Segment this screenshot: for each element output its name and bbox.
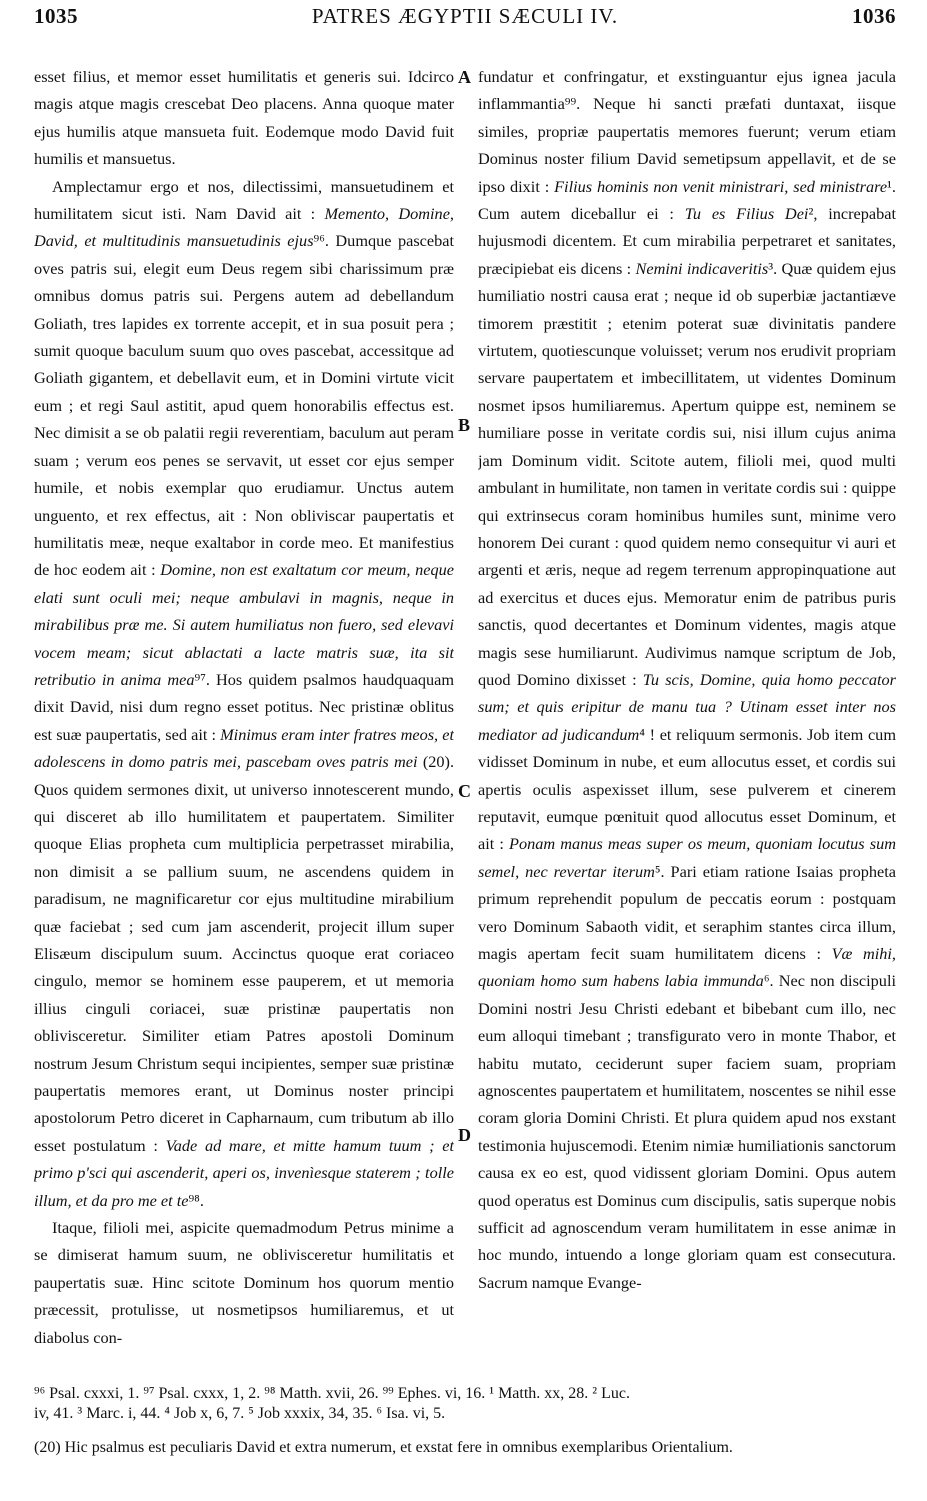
footnote-20: (20) Hic psalmus est peculiaris David et extra numerum, et exstat fere in omnibus exemplaribus Orientalium.: [34, 1439, 733, 1456]
scripture-quote: Ponam manus meas super os meum, quoniam locutus sum semel, nec revertar iterum: [478, 834, 896, 881]
paragraph: Itaque, filioli mei, aspicite quemadmodum Petrus minime a se dimiserat hamum suum, ne oblivisceretur humilitatis et paupertatis suæ. Hinc scitote Dominum hos quorum mentio præcessit, protulisse, ut nosmetipsos humiliaremus, et ut diabolus con-: [34, 1218, 454, 1347]
running-title: PATRES ÆGYPTII SÆCULI IV.: [311, 4, 619, 28]
scripture-quote: Minimus eram inter fratres meos, et adolescens in domo patris mei, pascebam oves patris mei: [34, 724, 454, 772]
right-page-number: 1036: [852, 4, 896, 28]
left-column: [34, 63, 454, 1373]
scripture-quote: Vade ad mare, et mitte hamum tuum ; et primo p'sci qui ascenderit, aperi os, invenìesque staterem ; tolle illum, et da pro me et te: [34, 1135, 454, 1210]
scripture-quote: Væ mihi, quoniam homo sum habens labia immunda: [478, 944, 896, 991]
margin-marker-d: D: [458, 1125, 471, 1145]
margin-marker-a: A: [458, 67, 471, 87]
margin-marker-b: B: [458, 415, 471, 435]
footnote-line: iv, 41. ³ Marc. i, 44. ⁴ Job x, 6, 7. ⁵ Job xxxix, 34, 35. ⁶ Isa. vi, 5.: [34, 1405, 446, 1422]
scripture-quote: Tu scis, Domine, quia homo peccator sum; et quis eripitur de manu tua ? Utinam esset inter nos mediator ad judicandum: [478, 669, 896, 744]
scripture-quote: Memento, Domine, David, et multitudinis mansuetudinis ejus: [34, 204, 454, 251]
right-column: [478, 63, 896, 1373]
scripture-quote: Domine, non est exaltatum cor meum, neque elati sunt oculi mei; neque ambulavi in magnis, neque in mirabilibus præ me. Si autem humiliatus non fuero, sed elevavi vocem meam; sicut ablactati a lacte matris suæ, ita sit retributio in anima mea: [34, 560, 454, 689]
footnote-line: ⁹⁶ Psal. cxxxi, 1. ⁹⁷ Psal. cxxx, 1, 2. ⁹⁸ Matth. xvii, 26. ⁹⁹ Ephes. vi, 16. ¹ Matth. xx, 28. ² Luc.: [34, 1385, 630, 1402]
scripture-quote: Filius hominis non venit ministrari, sed ministrare: [554, 176, 888, 196]
scripture-quote: Tu es Filius Dei: [684, 204, 809, 224]
paragraph: esset filius, et memor esset humilitatis et generis sui. Idcirco magis atque magis crescebat Deo placens. Anna quoque mater ejus humilis atque mansueta fuit. Eodemque modo David fuit humilis et mansuetus.: [34, 67, 454, 169]
margin-marker-c: C: [458, 781, 471, 801]
page-header: [34, 4, 896, 34]
footnotes: [34, 1384, 896, 1424]
paragraph: Amplectamur ergo et nos, dilectissimi, mansuetudinem et humilitatem sicut isti. Nam David ait : Memento, Domine, David, et multitudinis mansuetudinis ejus⁹⁶. Dumque pascebat oves patris sui, elegit eum Deus regem sibi charissimum præ omnibus domus patris sui. Pergens autem ad debellandum Goliath, tres lapides ex torrente accepit, et in sua posuit pera ; sumit quoque baculum suum quo oves pascebat, accessitque ad Goliath gigantem, et debellavit eum, et in Domini virtute vicit eum ; et regi Saul astitit, apud quem honorabilis effectus est. Nec dimisit a se ob palatii regii reverentiam, baculum aut peram suam ; verum eos penes se servavit, ut esset cor ejus semper humile, et nobis exemplar quo erudiamur. Unctus autem unguento, et rex effectus, ait : Non obliviscar paupertatis et humilitatis meæ, neque exaltabor in corde meo. Et manifestius de hoc eodem ait : Domine, non est exaltatum cor meum, neque elati sunt oculi mei; neque ambulavi in magnis, neque in mirabilibus præ me. Si autem humiliatus non fuero, sed elevavi vocem meam; sicut ablactati a lacte matris suæ, ita sit retributio in anima mea⁹⁷. Hos quidem psalmos haudquaquam dixit David, nisi dum regno esset potitus. Nec pristinæ oblitus est suæ paupertatis, sed ait : Minimus eram inter fratres meos, et adolescens in domo patris mei, pascebam oves patris mei (20). Quos quidem sermones dixit, ut universo innotescerent mundo, qui disceret ab illo humilitatem et paupertatem. Similiter quoque Elias propheta cum multiplicia perpetrasset mirabilia, non dimisit a se pallium suum, ne ascendens quidem in paradisum, ne magnificaretur cor ejus multitudine mirabilium quæ faciebat ; sed cum jam ascenderit, projecit illum super Elisæum discipulum suum. Accinctus quoque erat coriaceo cingulo, memor se hominem esse pauperem, et ut memoria illius cinguli coriacei, suæ pristinæ paupertatis non oblivisceretur. Similiter etiam Patres apostoli Dominum nostrum Jesum Christum sequi incipientes, semper suæ pristinæ paupertatis memores erant, ut Dominus noster principi apostolorum Petro diceret in Capharnaum, cum tributum ab illo esset postulatum : Vade ad mare, et mitte hamum tuum ; et primo p'sci qui ascenderit, aperi os, invenìesque staterem ; tolle illum, et da pro me et te⁹⁸.: [34, 176, 454, 1210]
paragraph: fundatur et confringatur, et exstinguantur ejus ignea jacula inflammantia⁹⁹. Neque hi sancti præfati duntaxat, iisque similes, propriæ paupertatis memores fuerunt; verum etiam Dominus noster filium David semetipsum appellavit, et de se ipso dixit : Filius hominis non venit ministrari, sed ministrare¹. Cum autem diceballur ei : Tu es Filius Dei², increpabat hujusmodi dicentem. Et cum mirabilia perpetraret et sanitates, præcipiebat eis dicens : Nemini indicaveritis³. Quæ quidem ejus humiliatio nostri causa erat ; neque id ob superbiæ jactantiæve timorem præstitit ; etenim poterat suæ divinitatis pandere virtutem, quotiescunque voluisset; verum nos erudivit propriam servare paupertatem et imbecillitatem, ut videntes Dominum nosmet ipsos humiliaremus. Apertum quippe est, neminem se humiliare posse in veritate cordis sui, nisi illum cujus anima jam Dominum vidit. Scitote autem, filioli mei, quod multi ambulant in humilitate, non tamen in veritate cordis sui : quippe qui extrinsecus coram hominibus humiles sunt, minime vero honorem Dei curant : quod quidem nemo consequitur vi auri et argenti et æris, neque ad regem terrenum appropinquatione aut ad exercitus et duces ejus. Memoratur enim de patribus puris sanctis, quod decertantes et Dominum videntes, magis atque magis sese humiliarunt. Audivimus namque scriptum de Job, quod Domino dixisset : Tu scis, Domine, quia homo peccator sum; et quis eripitur de manu tua ? Utinam esset inter nos mediator ad judicandum⁴ ! et reliquum sermonis. Job item cum vidisset Dominum in nube, et eum allocutus esset, et cordis sui apertis oculis aspexisset illum, sese pulverem et cinerem reputavit, eumque pœnituit quod allocutus esset Dominum, et ait : Ponam manus meas super os meum, quoniam locutus sum semel, nec revertar iterum⁵. Pari etiam ratione Isaias propheta primum reprehendit populum de peccatis eorum : postquam vero Dominum Sabaoth vidit, et seraphim stantes circa illum, magis apertam fecit suam humilitatem dicens : Væ mihi, quoniam homo sum habens labia immunda⁶. Nec non discipuli Domini nostri Jesu Christi edebant et bibebant cum illo, nec eum alloqui timebant ; transfigurato vero in monte Thabor, et habitu mutato, ceciderunt super faciem suam, propriam agnoscentes paupertatem et humilitatem, noscentes se nihil esse coram gloria Domini Christi. Et plura quidem apud nos exstant testimonia hujuscemodi. Etenim nimiæ humiliationis sanctorum causa ex eo est, quod vidissent gloriam Domini. Opus autem quod operatus est Dominus cum discipulis, satis superque nobis sufficit ad agnoscendum veram humilitatem in esse animæ in hoc mundo, intuendo a longe gloriam quam est consecutura. Sacrum namque Evange-: [478, 67, 896, 1292]
left-page-number: 1035: [34, 4, 78, 28]
scripture-quote: Nemini indicaveritis: [635, 258, 769, 278]
